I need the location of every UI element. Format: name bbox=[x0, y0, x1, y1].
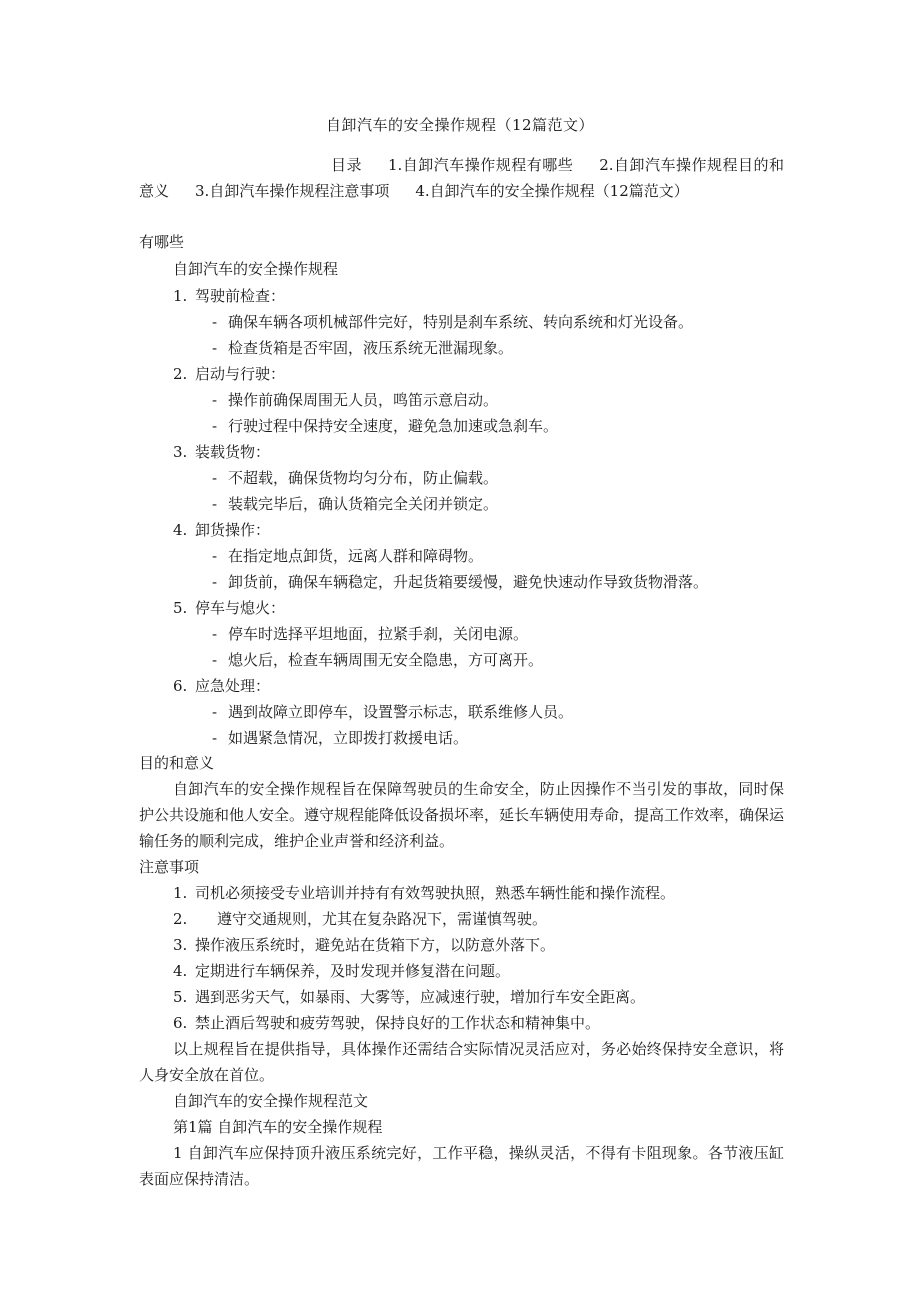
list-item-text: 定期进行车辆保养，及时发现并修复潜在问题。 bbox=[195, 962, 511, 980]
list-item-text: 遇到恶劣天气，如暴雨、大雾等，应减速行驶，增加行车安全距离。 bbox=[195, 988, 646, 1006]
list-item-text: 检查货箱是否牢固，液压系统无泄漏现象。 bbox=[228, 339, 514, 357]
list-item-text: 行驶过程中保持安全速度，避免急加速或急刹车。 bbox=[228, 417, 559, 435]
list-item bbox=[173, 1012, 600, 1033]
step-heading bbox=[173, 285, 285, 306]
list-item: - 遇到故障立即停车，设置警示标志，联系维修人员。 bbox=[212, 703, 574, 721]
list-item-number: 3. bbox=[173, 936, 188, 954]
step-label: 装载货物： bbox=[195, 443, 271, 461]
toc-item-3[interactable]: 3.自卸汽车操作规程注意事项 bbox=[195, 182, 390, 200]
body-paragraph: 1 自卸汽车应保持顶升液压系统完好，工作平稳，操纵灵活，不得有卡阻现象。各节液压缸表面应保持清洁。 bbox=[139, 1144, 784, 1188]
section-subheading: 自卸汽车的安全操作规程 bbox=[173, 260, 339, 278]
list-item-text: 遇到故障立即停车，设置警示标志，联系维修人员。 bbox=[228, 703, 574, 721]
closing-paragraph: 以上规程旨在提供指导，具体操作还需结合实际情况灵活应对，务必始终保持安全意识，将人身安全放在首位。 bbox=[139, 1040, 784, 1084]
list-item: - 停车时选择平坦地面，拉紧手刹，关闭电源。 bbox=[212, 625, 529, 643]
section-heading: 有哪些 bbox=[139, 233, 185, 251]
list-item: - 行驶过程中保持安全速度，避免急加速或急刹车。 bbox=[212, 417, 559, 435]
list-item-text: 确保车辆各项机械部件完好，特别是刹车系统、转向系统和灯光设备。 bbox=[228, 313, 694, 331]
list-item-text: 如遇紧急情况，立即拨打救援电话。 bbox=[228, 729, 469, 747]
toc-item-1[interactable]: 1.自卸汽车操作规程有哪些 bbox=[388, 156, 574, 174]
toc-item-2[interactable]: 2.自卸汽车操作规程目的和意义 bbox=[139, 156, 784, 200]
step-label: 停车与熄火： bbox=[195, 599, 286, 617]
list-item: - 卸货前，确保车辆稳定，升起货箱要缓慢，避免快速动作导致货物滑落。 bbox=[212, 573, 709, 591]
step-heading bbox=[173, 363, 285, 384]
list-item bbox=[173, 908, 547, 929]
step-label: 应急处理： bbox=[195, 677, 271, 695]
list-item bbox=[173, 986, 645, 1007]
step-label: 启动与行驶： bbox=[195, 365, 286, 383]
list-item-number: 5. bbox=[173, 988, 188, 1006]
list-item-text: 卸货前，确保车辆稳定，升起货箱要缓慢，避免快速动作导致货物滑落。 bbox=[228, 573, 709, 591]
toc-item-4[interactable]: 4.自卸汽车的安全操作规程（12篇范文） bbox=[415, 182, 689, 200]
list-item-text: 遵守交通规则，尤其在复杂路况下，需谨慎驾驶。 bbox=[217, 910, 548, 928]
list-item-text: 禁止酒后驾驶和疲劳驾驶，保持良好的工作状态和精神集中。 bbox=[195, 1014, 601, 1032]
list-item-text: 熄火后，检查车辆周围无安全隐患，方可离开。 bbox=[228, 651, 544, 669]
section-heading: 目的和意义 bbox=[139, 754, 215, 772]
step-number: 2. bbox=[173, 365, 188, 383]
body-paragraph: 自卸汽车的安全操作规程旨在保障驾驶员的生命安全，防止因操作不当引发的事故，同时保护公共设施和他人安全。遵守规程能降低设备损坏率，延长车辆使用寿命，提高工作效率，确保运输任务的顺利完成，维护企业声誉和经济利益。 bbox=[139, 780, 785, 850]
list-item-text: 不超载，确保货物均匀分布，防止偏载。 bbox=[228, 469, 499, 487]
list-item-text: 操作前确保周围无人员，鸣笛示意启动。 bbox=[228, 391, 499, 409]
list-item-text: 司机必须接受专业培训并持有有效驾驶执照，熟悉车辆性能和操作流程。 bbox=[195, 884, 676, 902]
step-number: 1. bbox=[173, 287, 188, 305]
article-title: 第1篇 自卸汽车的安全操作规程 bbox=[173, 1118, 383, 1136]
step-label: 驾驶前检查： bbox=[195, 287, 286, 305]
list-item bbox=[173, 934, 555, 955]
list-item-text: 操作液压系统时，避免站在货箱下方，以防意外落下。 bbox=[195, 936, 556, 954]
list-item-text: 在指定地点卸货，远离人群和障碍物。 bbox=[228, 547, 484, 565]
step-heading bbox=[173, 519, 270, 540]
list-item: - 熄火后，检查车辆周围无安全隐患，方可离开。 bbox=[212, 651, 544, 669]
table-of-contents bbox=[139, 152, 784, 204]
page-title: 自卸汽车的安全操作规程（12篇范文） bbox=[325, 116, 595, 134]
list-item bbox=[173, 882, 675, 903]
list-item: - 装载完毕后，确认货箱完全关闭并锁定。 bbox=[212, 495, 499, 513]
list-item-text: 停车时选择平坦地面，拉紧手刹，关闭电源。 bbox=[228, 625, 529, 643]
toc-label: 目录 bbox=[331, 156, 362, 174]
step-number: 5. bbox=[173, 599, 188, 617]
list-item: - 不超载，确保货物均匀分布，防止偏载。 bbox=[212, 469, 499, 487]
list-item: - 检查货箱是否牢固，液压系统无泄漏现象。 bbox=[212, 339, 514, 357]
list-item-number: 4. bbox=[173, 962, 188, 980]
list-item-text: 装载完毕后，确认货箱完全关闭并锁定。 bbox=[228, 495, 499, 513]
section-heading: 注意事项 bbox=[139, 858, 200, 876]
step-heading bbox=[173, 675, 270, 696]
list-item-number: 1. bbox=[173, 884, 188, 902]
list-item: - 如遇紧急情况，立即拨打救援电话。 bbox=[212, 729, 469, 747]
step-number: 4. bbox=[173, 521, 188, 539]
step-number: 6. bbox=[173, 677, 188, 695]
step-label: 卸货操作： bbox=[195, 521, 271, 539]
list-item-number: 2. bbox=[173, 910, 188, 928]
step-heading bbox=[173, 597, 285, 618]
list-item: - 在指定地点卸货，远离人群和障碍物。 bbox=[212, 547, 484, 565]
list-item bbox=[173, 960, 510, 981]
list-item-number: 6. bbox=[173, 1014, 188, 1032]
step-number: 3. bbox=[173, 443, 188, 461]
step-heading bbox=[173, 441, 270, 462]
list-item: - 操作前确保周围无人员，鸣笛示意启动。 bbox=[212, 391, 499, 409]
section-heading: 自卸汽车的安全操作规程范文 bbox=[173, 1092, 369, 1110]
list-item: - 确保车辆各项机械部件完好，特别是刹车系统、转向系统和灯光设备。 bbox=[212, 313, 694, 331]
